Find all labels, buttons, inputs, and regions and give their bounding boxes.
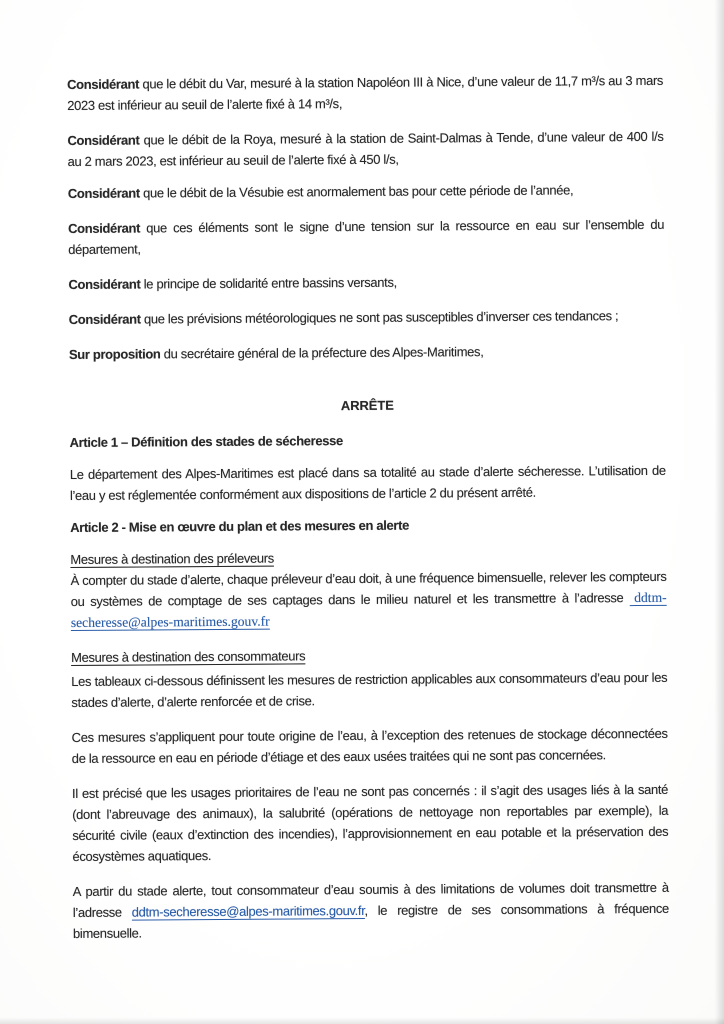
- consommateurs-heading: Mesures à destination des consommateurs: [71, 648, 306, 665]
- considerant-paragraph-tension: [68, 214, 664, 260]
- preleveurs-block: [70, 545, 667, 633]
- scan-edge-shadow-right: [714, 0, 724, 1024]
- consommateurs-heading-block: [71, 643, 667, 668]
- registre-prefix: A partir du stade alerte, tout consommateur d’eau soumis à des limitations de volumes doit transmettre à l’adresse: [72, 879, 669, 920]
- article-1-title: Article 1 – Définition des stades de sécheresse: [69, 433, 343, 450]
- document-body: [67, 70, 669, 958]
- considerant-paragraph-vesubie: [68, 179, 664, 204]
- considerant-paragraph-previsions: [69, 305, 665, 330]
- considerant-text: que le débit de la Vésubie est anormalement bas pour cette période de l’année,: [139, 182, 574, 201]
- article-1-body: Le département des Alpes-Maritimes est placé dans sa totalité au stade d’alerte sécheresse. L’utilisation de l’eau y est réglementée conformément aux dispositions de l’article 2 du présent arrêté.: [69, 462, 666, 503]
- considerant-lead: Considérant: [67, 185, 140, 201]
- consommateurs-paragraph-origine: Ces mesures s’appliquent pour toute origine de l’eau, à l’exception des retenues de stockage déconnectées de la ressource en eau en période d’étiage et des eaux usées traitées qui ne sont pas concernées.: [71, 725, 668, 766]
- preleveurs-heading: Mesures à destination des préleveurs: [70, 550, 274, 567]
- considerant-lead: Considérant: [68, 276, 141, 292]
- considerant-text: que le débit de la Roya, mesuré à la station de Saint-Dalmas à Tende, d’une valeur de 400 l/s au 2 mars 2023, est inférieur au seuil de l’alerte fixé à 450 l/s,: [67, 128, 664, 169]
- considerant-lead: Considérant: [67, 76, 140, 92]
- consommateurs-paragraph-tableaux: Les tableaux ci-dessous définissent les mesures de restriction applicables aux consommateurs d’eau pour les stades d’alerte, d’alerte renforcée et de crise.: [71, 669, 668, 710]
- sur-proposition-lead: Sur proposition: [68, 346, 161, 362]
- considerant-paragraph-var: [67, 70, 663, 116]
- considerant-paragraph-solidarite: [68, 270, 664, 295]
- article-2-title: Article 2 - Mise en œuvre du plan et des mesures en alerte: [70, 517, 409, 535]
- considerant-lead: Considérant: [68, 220, 141, 236]
- sur-proposition-text: du secrétaire général de la préfecture des Alpes-Maritimes,: [160, 344, 484, 362]
- considerant-lead: Considérant: [67, 132, 140, 148]
- registre-suffix: , le registre de ses consommations à fréquence bimensuelle.: [72, 900, 669, 941]
- considerant-paragraph-roya: [67, 126, 663, 172]
- preleveurs-email-link[interactable]: ddtm-secheresse@alpes-maritimes.gouv.fr: [70, 589, 667, 630]
- considerant-text: le principe de solidarité entre bassins versants,: [140, 274, 397, 292]
- scan-edge-shadow-bottom: [0, 1017, 724, 1024]
- consommateurs-paragraph-usages: Il est précisé que les usages prioritaires de l’eau ne sont pas concernés : il s’agit des usages liés à la santé (dont l’abreuvage des animaux), la salubrité (opérations de nettoyage non reportables par exemple), la sécurité civile (eaux d’extinction des incendies), l’approvisionnement en eau potable et la préservation des écosystèmes aquatiques.: [71, 781, 669, 864]
- considerant-text: que le débit du Var, mesuré à la station Napoléon III à Nice, d’une valeur de 11,7 m³/s au 3 mars 2023 est inférieur au seuil de l’alerte fixé à 14 m³/s,: [67, 72, 664, 113]
- arrete-heading: ARRÊTE: [340, 397, 394, 414]
- considerant-lead: Considérant: [68, 311, 141, 327]
- registre-paragraph: [73, 877, 669, 944]
- sur-proposition-paragraph: [69, 340, 665, 365]
- registre-email-link[interactable]: ddtm-secheresse@alpes-maritimes.gouv.fr: [131, 902, 365, 920]
- considerant-text: que les prévisions météorologiques ne sont pas susceptibles d’inverser ces tendances ;: [140, 308, 619, 327]
- preleveurs-text: À compter du stade d’alerte, chaque préleveur d’eau doit, à une fréquence bimensuelle, relever les compteurs ou systèmes de comptage de ses captages dans le milieu naturel et les transmettre à l’adresse: [70, 568, 667, 609]
- considerant-text: que ces éléments sont le signe d’une tension sur la ressource en eau sur l’ensemble du département,: [68, 216, 665, 257]
